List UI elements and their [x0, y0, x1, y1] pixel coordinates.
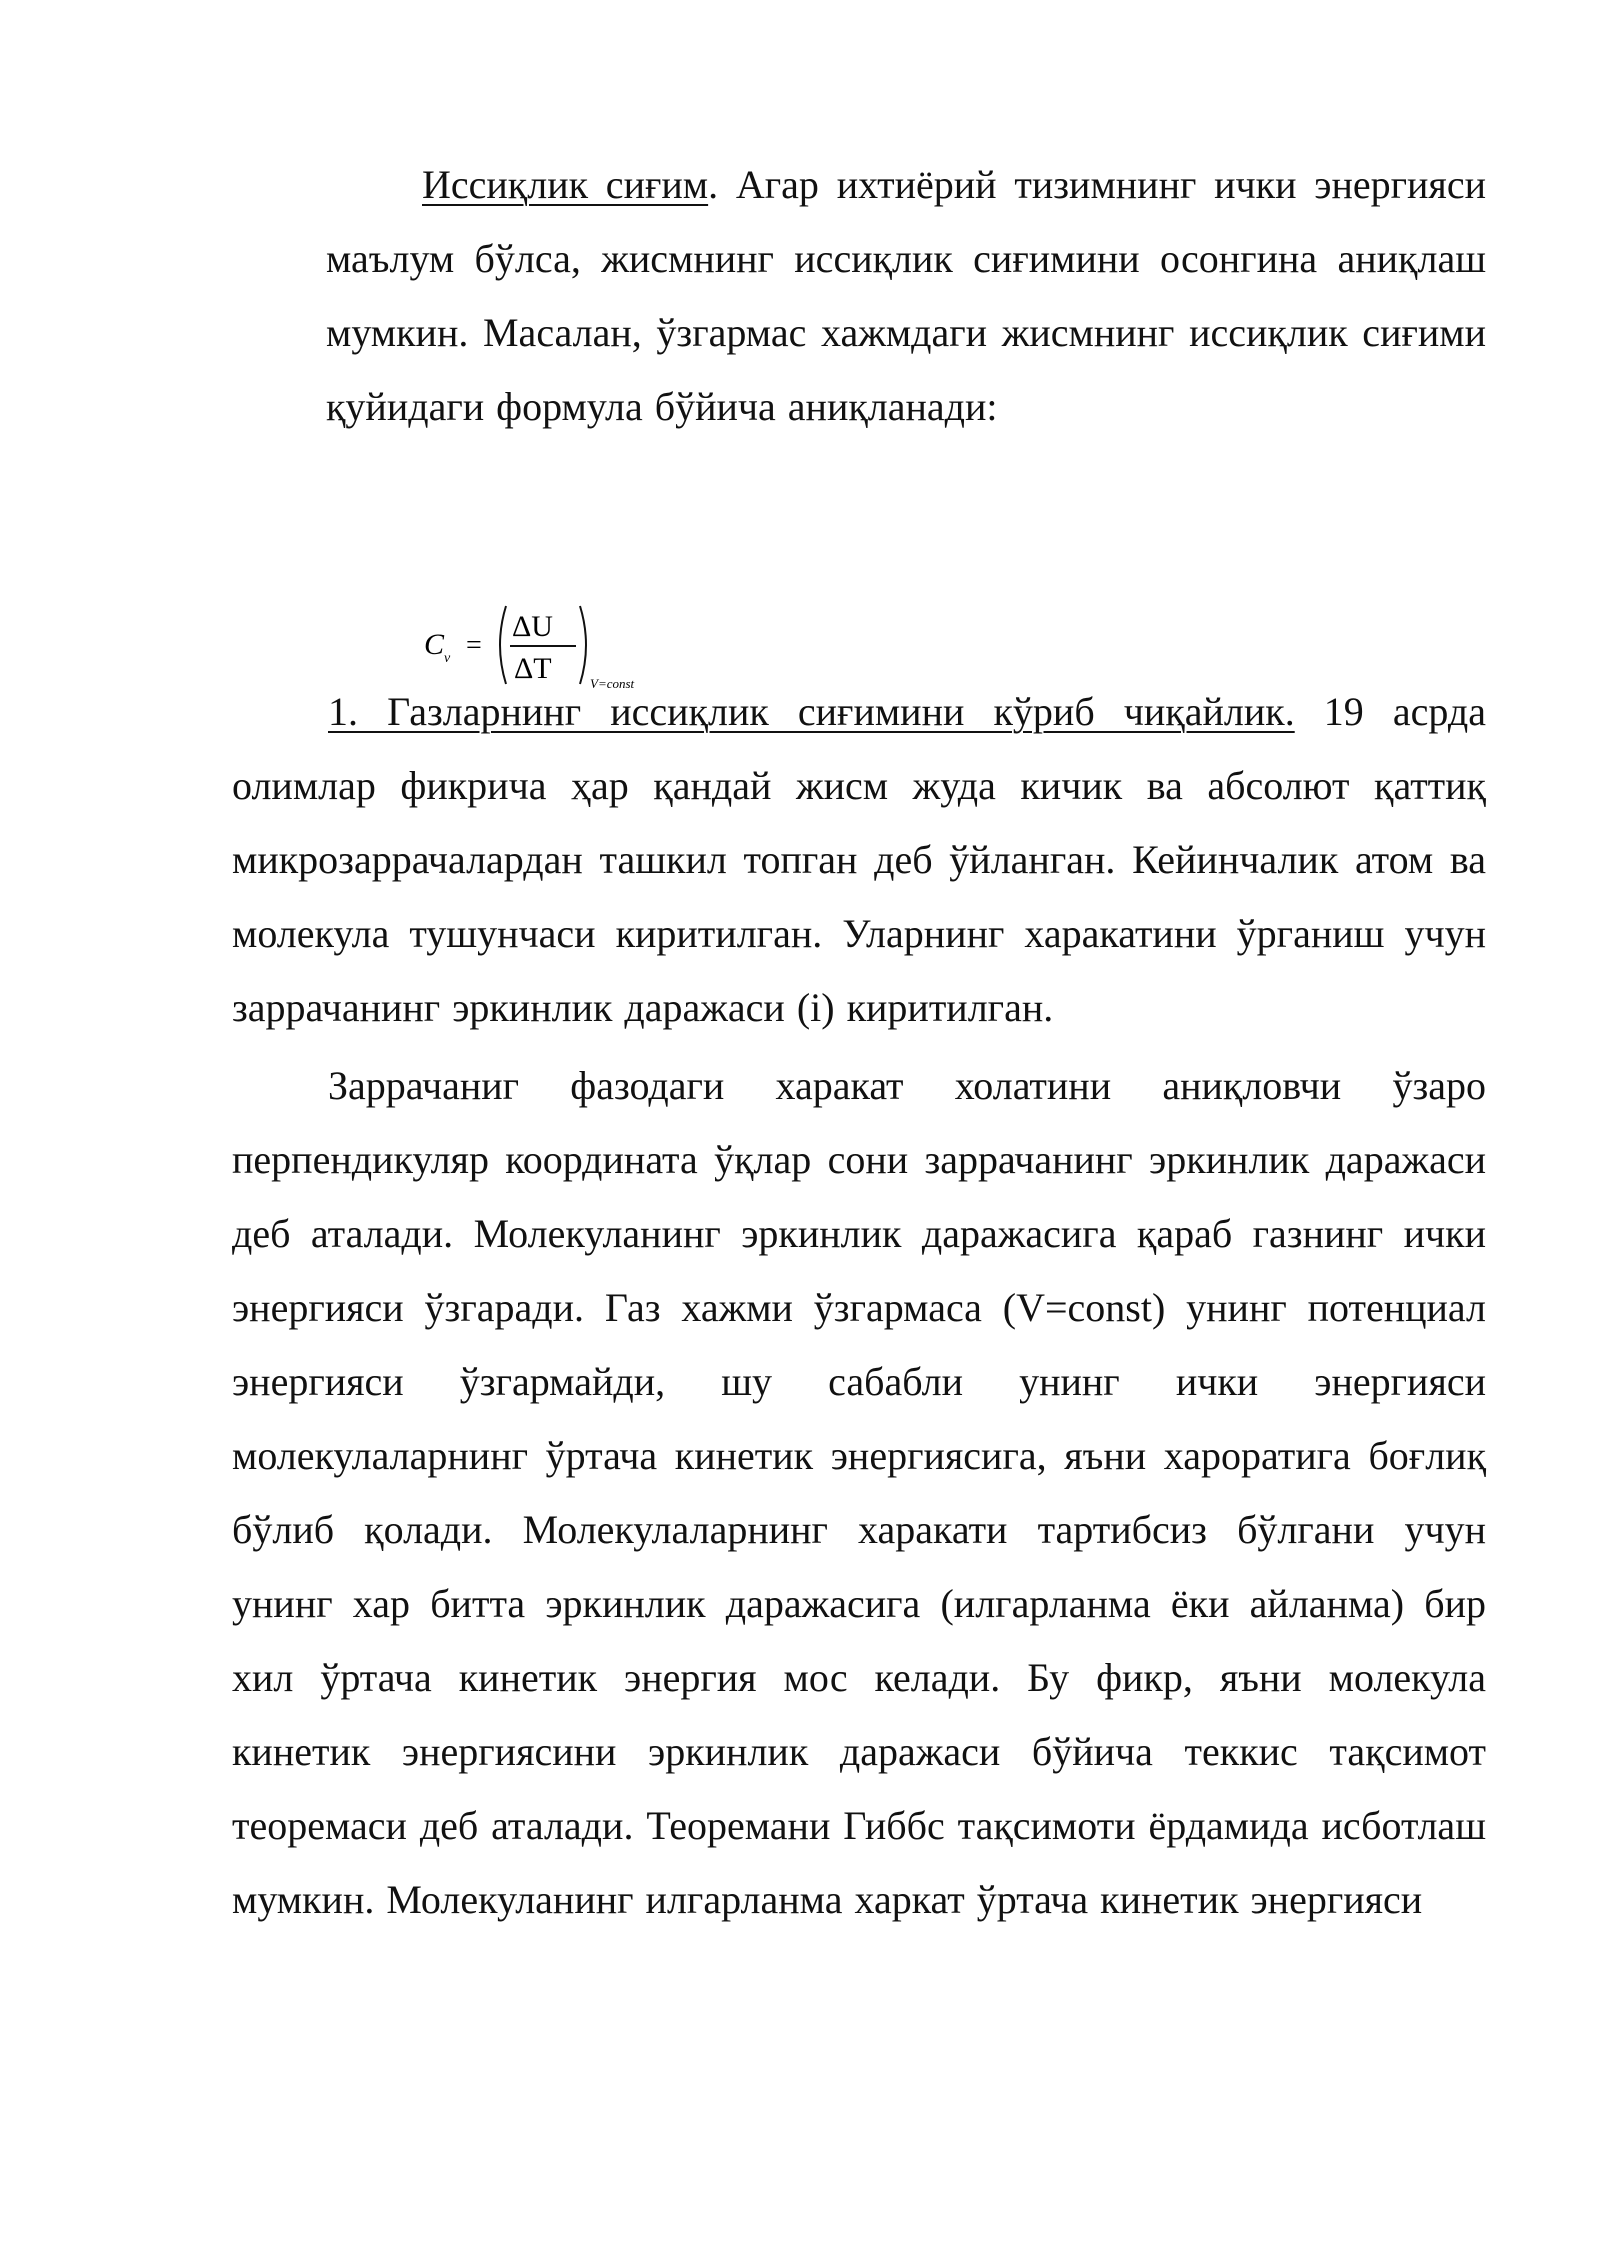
formula-lhs-subscript: v: [444, 651, 451, 666]
term-heat-capacity: Иссиқлик сиғим: [422, 162, 709, 207]
formula-left-paren: [500, 606, 506, 684]
paragraph-heat-capacity: [326, 148, 1486, 444]
paragraph-gases: [232, 675, 1486, 1045]
paragraph-gases-text: 19 асрда олимлар фикрича ҳар қандай жисм жуда кичик ва абсолют қаттиқ микрозаррачалардан ташкил топган деб ўйланган. Кейинчалик атом ва молекула тушунчаси киритилган. Уларнинг харакатини ўрганиш учун заррачанинг эркинлик даражаси (i) киритилган.: [232, 689, 1486, 1030]
formula-lhs: C: [424, 628, 445, 661]
paragraph-heat-capacity-text: . Агар ихтиёрий тизимнинг ички энергияси маълум бўлса, жисмнинг иссиқлик сиғимини осонгина аниқлаш мумкин. Масалан, ўзгармас хажмдаги жисмнинг иссиқлик сиғими қуйидаги формула бўйича аниқланади:: [326, 162, 1486, 429]
paragraph-degrees-of-freedom: Заррачаниг фазодаги харакат холатини аниқловчи ўзаро перпендикуляр координата ўқлар сони заррачанинг эркинлик даражаси деб аталади. Молекуланинг эркинлик даражасига қараб газнинг ички энергияси ўзгаради. Газ хажми ўзгармаса (V=const) унинг потенциал энергияси ўзгармайди, шу сабабли унинг ички энергияси молекулаларнинг ўртача кинетик энергиясига, яъни хароратига боғлиқ бўлиб қолади. Молекулаларнинг харакати тартибсиз бўлгани учун унинг хар битта эркинлик даражасига (илгарланма ёки айланма) бир хил ўртача кинетик энергия мос келади. Бу фикр, яъни молекула кинетик энергиясини эркинлик даражаси бўйича теккис тақсимот теоремаси деб аталади. Теоремани Гиббс тақсимоти ёрдамида исботлаш мумкин. Молекуланинг илгарланма харкат ўртача кинетик энергияси: [232, 1063, 1486, 1922]
formula-condition: V=const: [590, 676, 635, 690]
section-heading-gases: 1. Газларнинг иссиқлик сиғимини кўриб чиқайлик.: [328, 689, 1295, 734]
formula-denominator: ΔT: [514, 652, 552, 685]
formula-equals: =: [466, 630, 482, 661]
formula-right-paren: [580, 606, 586, 684]
formula-numerator: ΔU: [512, 610, 553, 643]
